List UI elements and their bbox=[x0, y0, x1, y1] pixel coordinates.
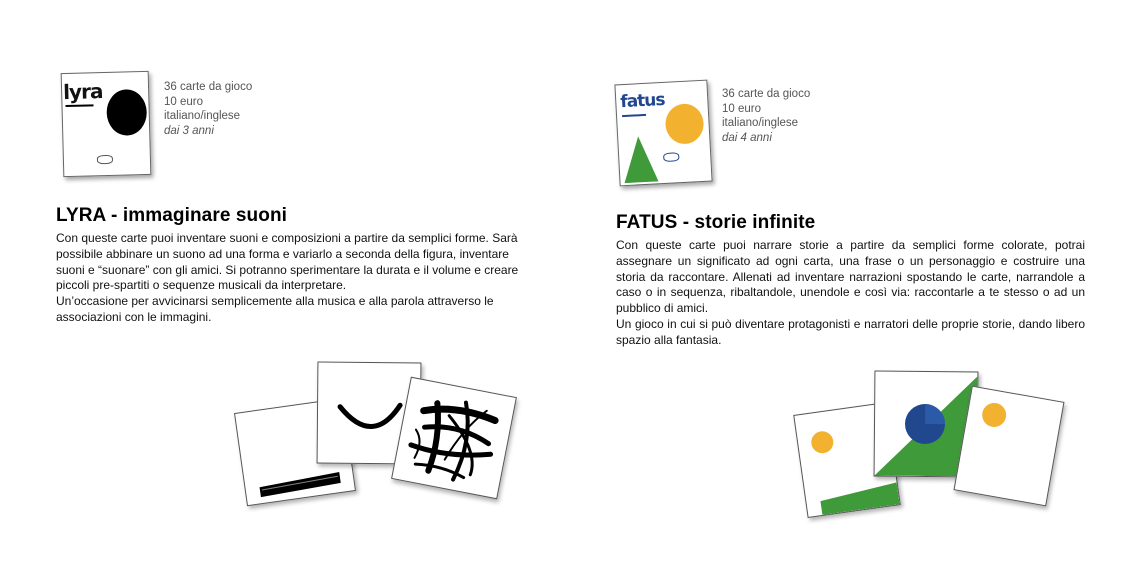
lyra-box-logo-underline bbox=[65, 104, 93, 107]
yellow-circle-icon bbox=[810, 430, 835, 455]
publisher-logo-icon bbox=[663, 152, 679, 162]
lyra-age: dai 3 anni bbox=[164, 124, 214, 137]
green-triangle-icon bbox=[622, 135, 658, 183]
lyra-title: LYRA - immaginare suoni bbox=[56, 205, 288, 226]
black-bar-icon bbox=[259, 472, 341, 497]
fatus-box-image bbox=[614, 80, 712, 187]
lyra-box-image bbox=[61, 71, 152, 177]
fatus-info bbox=[722, 87, 810, 145]
smile-curve-icon bbox=[340, 405, 400, 427]
lyra-price: 10 euro bbox=[164, 95, 204, 108]
black-circle-icon bbox=[106, 89, 147, 136]
fatus-box-logo: fatus bbox=[619, 89, 666, 113]
fatus-title: FATUS - storie infinite bbox=[616, 212, 816, 233]
fatus-card-count: 36 carte da gioco bbox=[722, 88, 811, 100]
blue-circle-icon bbox=[905, 404, 945, 444]
yellow-circle-icon bbox=[980, 401, 1008, 429]
fatus-description-paragraph: Con queste carte puoi narrare storie a partire da semplici forme colorate, potrai assegnare un significato ad ogni carta, una frase o un personaggio e costruire una storia da raccontare. Allenati ad inventare narrazioni spostando le carte, narrandole a caso o in sequenza, ribaltandole, unendole e così via: raccontarle a te stesso o ad un pubblico di amici. bbox=[616, 238, 1085, 316]
publisher-logo-icon bbox=[97, 155, 113, 164]
lyra-description-paragraph: Con queste carte puoi inventare suoni e composizioni a partire da semplici forme. Sarà possibile abbinare un suono ad una forma e variarlo a seconda della figura, inventare suoni e “suonare” con gli amici. Si potranno sperimentare la durata e il volume e creare piccoli pre-spartiti o sequenze musicali da interpretare. bbox=[56, 231, 519, 293]
lyra-card-count: 36 carte da gioco bbox=[164, 81, 253, 93]
fatus-price: 10 euro bbox=[722, 102, 762, 115]
fatus-description bbox=[616, 238, 1085, 349]
lyra-card-3 bbox=[391, 377, 517, 500]
lyra-description-paragraph: Un’occasione per avvicinarsi semplicemente alla musica e alla parola attraverso le associazioni con le immagini. bbox=[56, 294, 494, 324]
lyra-box-logo: lyra bbox=[62, 79, 103, 105]
yellow-circle-icon bbox=[665, 103, 705, 145]
lyra-description bbox=[56, 231, 528, 326]
fatus-description-paragraph: Un gioco in cui si può diventare protagonisti e narratori delle proprie storie, dando libero spazio alla fantasia. bbox=[616, 316, 1085, 347]
lyra-info bbox=[164, 80, 252, 138]
fatus-language: italiano/inglese bbox=[722, 117, 799, 129]
lyra-language: italiano/inglese bbox=[164, 110, 241, 122]
fatus-age: dai 4 anni bbox=[722, 131, 772, 144]
fatus-box-logo-underline bbox=[622, 114, 646, 117]
brush-strokes-icon bbox=[406, 394, 499, 486]
fatus-card-3 bbox=[954, 386, 1065, 507]
green-strip-icon bbox=[819, 482, 899, 515]
